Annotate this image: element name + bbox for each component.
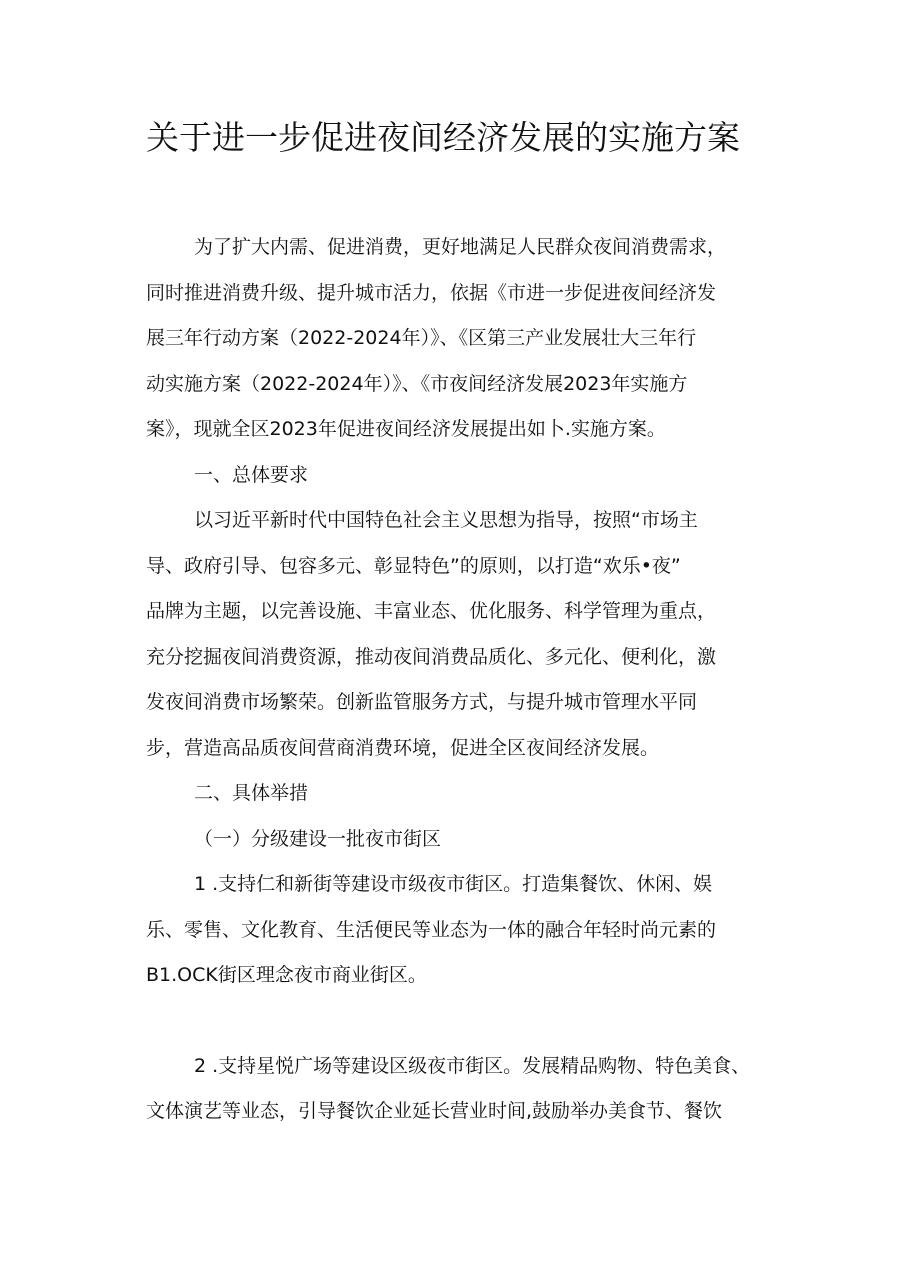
paragraph-line: 乐、零售、文化教育、生活便民等业态为一体的融合年轻时尚元素的 (146, 918, 717, 941)
paragraph-gap (146, 999, 786, 1044)
paragraph-line: 案》，现就全区2023年促进夜间经济发展提出如卜.实施方案。 (146, 418, 666, 440)
paragraph-line: 为了扩大内需、促进消费，更好地满足人民群众夜间消费需求， (194, 236, 727, 258)
paragraph-line: 文体演艺等业态，引导餐饮企业延长营业时间,鼓励举办美食节、餐饮 (146, 1100, 723, 1122)
document-body (146, 225, 786, 1135)
subsection-heading: （一）分级建设一批夜市街区 (194, 827, 442, 850)
section-heading: 二、具体举措 (194, 782, 309, 804)
section-heading: 一、总体要求 (194, 463, 309, 486)
paragraph-line: 发夜间消费市场繁荣。创新监管服务方式，与提升城市管理水平同 (146, 691, 698, 713)
paragraph-line: 1 .支持仁和新街等建设市级夜市街区。打造集餐饮、休闲、娱 (194, 873, 713, 895)
paragraph-line: 2 .支持星悦广场等建设区级夜市街区。发展精品购物、特色美食、 (194, 1054, 751, 1077)
paragraph-line: 步，营造高品质夜间营商消费环境，促进全区夜间经济发展。 (146, 736, 660, 759)
paragraph-line: 充分挖掘夜间消费资源，推动夜间消费品质化、多元化、便利化，激 (146, 645, 717, 668)
paragraph-line: 导、政府引导、包容多元、彰显特色”的原则，以打造“欢乐•夜” (146, 554, 681, 577)
document-title: 关于进一步促进夜间经济发展的实施方案 (146, 118, 740, 157)
paragraph-line: 品牌为主题，以完善设施、丰富业态、优化服务、科学管理为重点， (146, 600, 717, 622)
paragraph-line: 以习近平新时代中国特色社会主义思想为指导，按照“市场主 (194, 509, 698, 531)
paragraph-line: 展三年行动方案（2022-2024年）》、《区第三产业发展壮大三年行 (146, 327, 697, 349)
paragraph-line: 同时推进消费升级、提升城市活力，依据《市进一步促进夜间经济发 (146, 281, 717, 304)
paragraph-line: B1.OCK街区理念夜市商业街区。 (146, 964, 427, 986)
paragraph-line: 动实施方案（2022-2024年）》、《市夜间经济发展2023年实施方 (146, 372, 688, 395)
